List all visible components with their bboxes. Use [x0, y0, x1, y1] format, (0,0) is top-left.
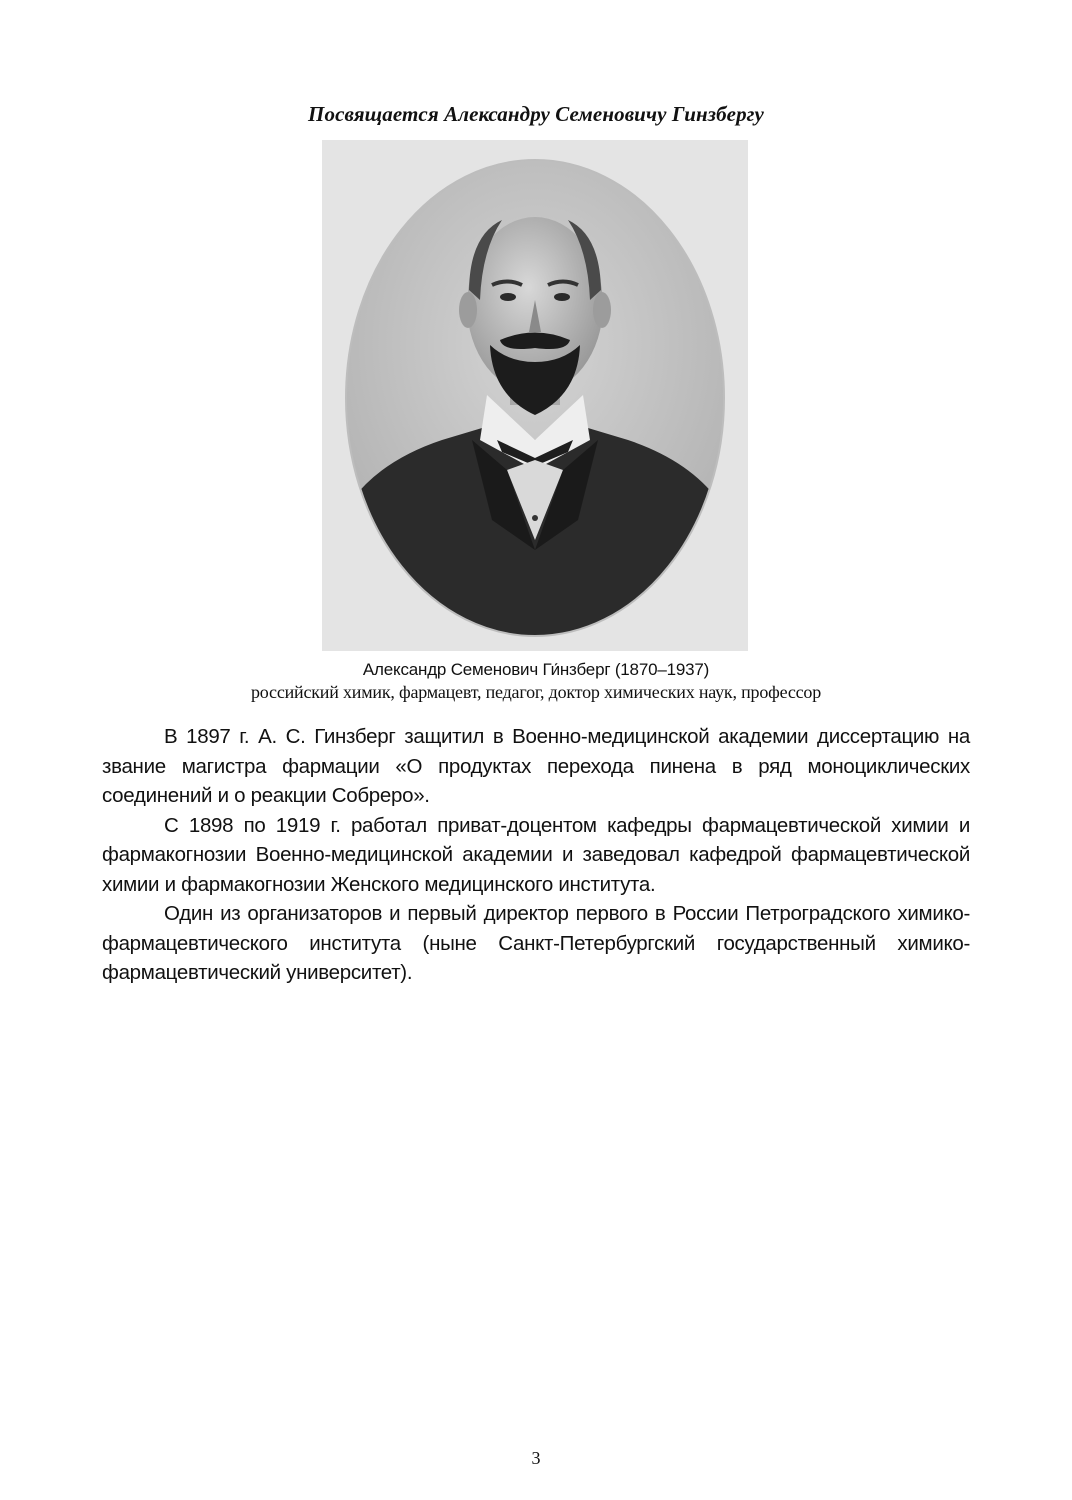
caption-name: Александр Семенович Ги́нзберг (1870–1937): [362, 660, 710, 679]
paragraph: Один из организаторов и первый директор первого в России Петроградского химико-фармацевтического института (ныне Санкт-Петербургский государственный химико-фармацевтический университет).: [102, 902, 970, 984]
paragraph: С 1898 по 1919 г. работал приват-доцентом кафедры фармацевтической химии и фармакогнозии Военно-медицинской академии и заведовал кафедрой фармацевтической химии и фармакогнозии Женского медицинского института.: [102, 813, 970, 896]
dedication-title: Посвящается Александру Семеновичу Гинзбергу: [308, 102, 764, 126]
portrait-caption: [0, 658, 1072, 704]
page-number: 3: [531, 1448, 541, 1468]
biography-text: [102, 722, 970, 988]
paragraph: В 1897 г. А. С. Гинзберг защитил в Военно-медицинской академии диссертацию на звание магистра фармации «О продуктах перехода пинена в ряд моноциклических соединений и о реакции Собреро».: [102, 725, 970, 807]
portrait-photo: [322, 140, 748, 651]
caption-description: российский химик, фармацевт, педагог, доктор химических наук, профессор: [250, 682, 821, 702]
